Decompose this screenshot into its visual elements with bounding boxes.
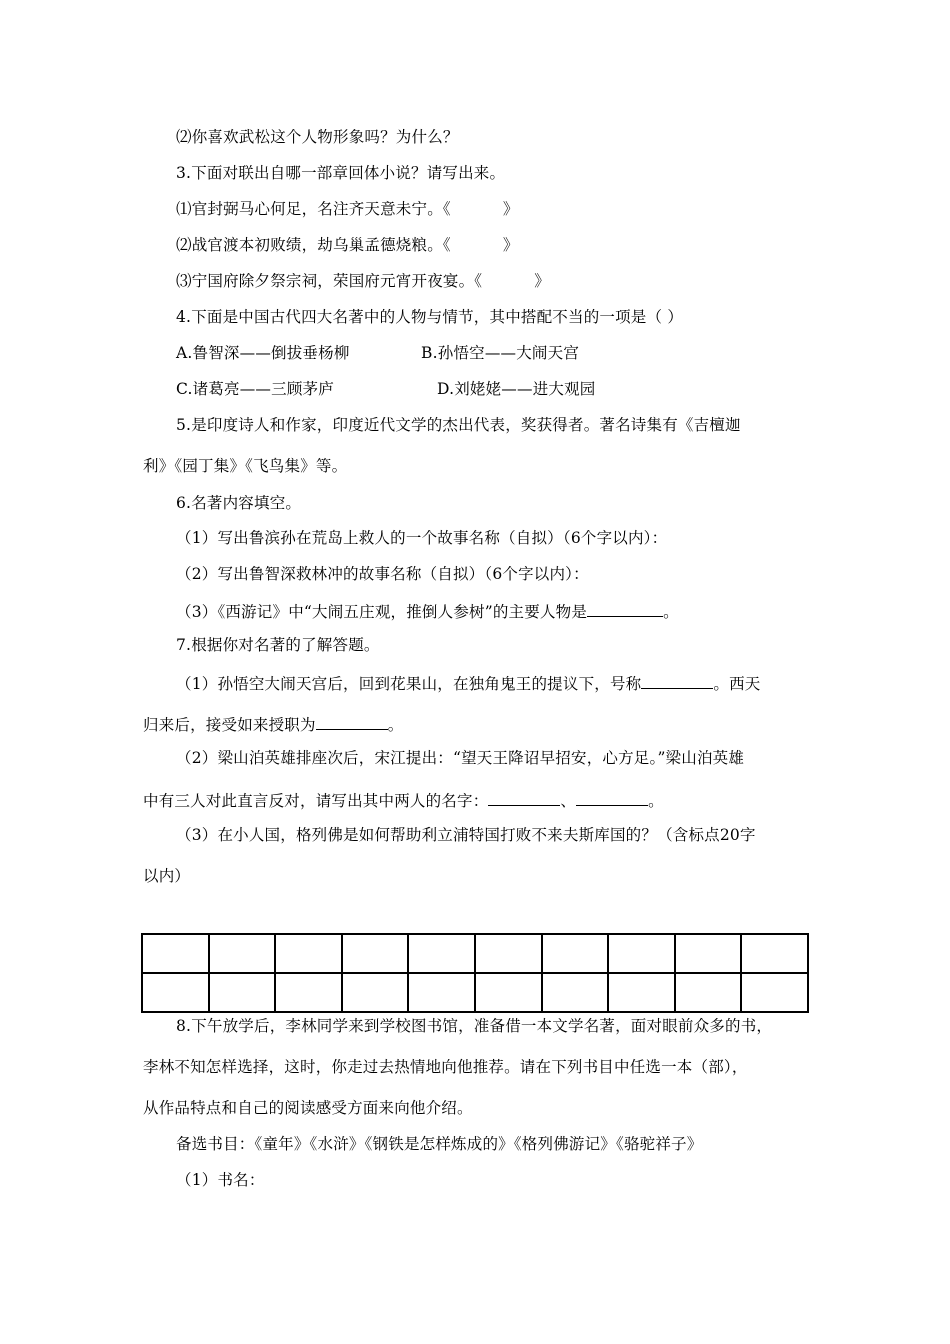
q7-sub1-line2: [143, 713, 403, 735]
q4-option-c: C.诸葛亮——三顾茅庐: [176, 380, 334, 398]
q8-line-2: 李林不知怎样选择，这时，你走过去热情地向他推荐。请在下列书目中任选一本（部），: [143, 1058, 748, 1076]
q7-sub2-blank-2[interactable]: [576, 789, 648, 806]
q7-sub2-blank-1[interactable]: [488, 789, 560, 806]
answer-cell[interactable]: [675, 973, 742, 1012]
answer-cell[interactable]: [741, 973, 808, 1012]
q3-item-2: [176, 235, 519, 255]
answer-cell[interactable]: [209, 973, 276, 1012]
answer-cell[interactable]: [608, 973, 675, 1012]
q3-stem: 3.下面对联出自哪一部章回体小说？请写出来。: [176, 164, 506, 182]
answer-cell[interactable]: [342, 973, 409, 1012]
q7-sub2-separator: 、: [560, 792, 577, 810]
answer-cell[interactable]: [741, 934, 808, 973]
q3-item-2-close: 》: [502, 236, 519, 254]
answer-cell[interactable]: [142, 934, 209, 973]
answer-cell[interactable]: [608, 934, 675, 973]
q7-sub1-line1: [176, 672, 760, 694]
q5-line-1: 5.是印度诗人和作家，印度近代文学的杰出代表，奖获得者。著名诗集有《吉檀迦: [176, 416, 741, 434]
answer-cell[interactable]: [675, 934, 742, 973]
q2-sub2: ⑵你喜欢武松这个人物形象吗？为什么？: [176, 128, 459, 146]
q3-item-1: [176, 199, 519, 219]
q8-sub1: （1）书名：: [176, 1171, 265, 1189]
q3-item-3: [176, 271, 550, 291]
q7-sub2-line1: （2）梁山泊英雄排座次后，宋江提出：“望天王降诏早招安，心方足。”梁山泊英雄: [176, 749, 745, 767]
q7-sub2-end: 。: [648, 792, 664, 810]
q3-item-3-text: ⑶宁国府除夕祭宗祠，荣国府元宵开夜宴。《: [176, 272, 483, 290]
q7-sub1-text: （1）孙悟空大闹天宫后，回到花果山，在独角鬼王的提议下，号称: [176, 675, 642, 693]
q3-item-3-close: 》: [534, 272, 550, 290]
q8-line-3: 从作品特点和自己的阅读感受方面来向他介绍。: [143, 1099, 473, 1117]
q4-option-d: D.刘姥姥——进大观园: [437, 380, 596, 398]
answer-cell[interactable]: [209, 934, 276, 973]
q7-sub2-line2: [143, 789, 664, 811]
q6-sub3-blank[interactable]: [587, 600, 663, 617]
answer-grid-row: [142, 934, 808, 973]
answer-cell[interactable]: [542, 934, 609, 973]
q4-option-b: B.孙悟空——大闹天宫: [421, 344, 580, 362]
q7-sub1-end: 。: [387, 716, 404, 734]
q3-item-1-close: 》: [502, 200, 519, 218]
answer-cell[interactable]: [275, 973, 342, 1012]
q8-line-1: 8.下午放学后，李林同学来到学校图书馆，准备借一本文学名著，面对眼前众多的书，: [176, 1017, 773, 1035]
q7-sub3-line1: （3）在小人国，格列佛是如何帮助利立浦特国打败不来夫斯库国的？（含标点20字: [176, 826, 756, 844]
answer-cell[interactable]: [542, 973, 609, 1012]
q7-sub1-text-3: 归来后，接受如来授职为: [143, 716, 316, 734]
q7-sub3-line2: 以内）: [143, 867, 191, 885]
q5-line-2: 利》《园丁集》《飞鸟集》等。: [143, 457, 348, 475]
q6-sub3-end: 。: [663, 603, 679, 621]
q6-sub2: （2）写出鲁智深救林冲的故事名称（自拟）（6个字以内）：: [176, 565, 589, 583]
answer-grid-row: [142, 973, 808, 1012]
q7-sub2-text: 中有三人对此直言反对，请写出其中两人的名字：: [143, 792, 489, 810]
answer-cell[interactable]: [275, 934, 342, 973]
answer-cell[interactable]: [142, 973, 209, 1012]
answer-cell[interactable]: [475, 973, 542, 1012]
q4-option-a: A.鲁智深——倒拔垂杨柳: [176, 344, 350, 362]
answer-grid: [141, 933, 809, 1013]
q6-sub3-text: （3）《西游记》中“大闹五庄观，推倒人参树”的主要人物是: [176, 603, 588, 621]
answer-cell[interactable]: [342, 934, 409, 973]
q8-book-list: 备选书目：《童年》《水浒》《钢铁是怎样炼成的》《格列佛游记》《骆驼祥子》: [176, 1135, 703, 1153]
q7-sub1-text-2: 。西天: [713, 675, 761, 693]
q7-stem: 7.根据你对名著的了解答题。: [176, 636, 380, 654]
q3-item-1-text: ⑴官封弼马心何足，名注齐天意未宁。《: [176, 200, 451, 218]
answer-cell[interactable]: [408, 934, 475, 973]
q7-sub1-blank-title[interactable]: [641, 672, 713, 689]
q4-stem: 4.下面是中国古代四大名著中的人物与情节，其中搭配不当的一项是（ ）: [176, 308, 684, 326]
q6-stem: 6.名著内容填空。: [176, 494, 302, 512]
answer-cell[interactable]: [408, 973, 475, 1012]
answer-cell[interactable]: [475, 934, 542, 973]
q6-sub3: [176, 600, 679, 622]
q3-item-2-text: ⑵战官渡本初败绩，劫乌巢孟德烧粮。《: [176, 236, 451, 254]
q6-sub1: （1）写出鲁滨孙在荒岛上救人的一个故事名称（自拟）（6个字以内）：: [176, 529, 668, 547]
q7-sub1-blank-office[interactable]: [316, 713, 388, 730]
